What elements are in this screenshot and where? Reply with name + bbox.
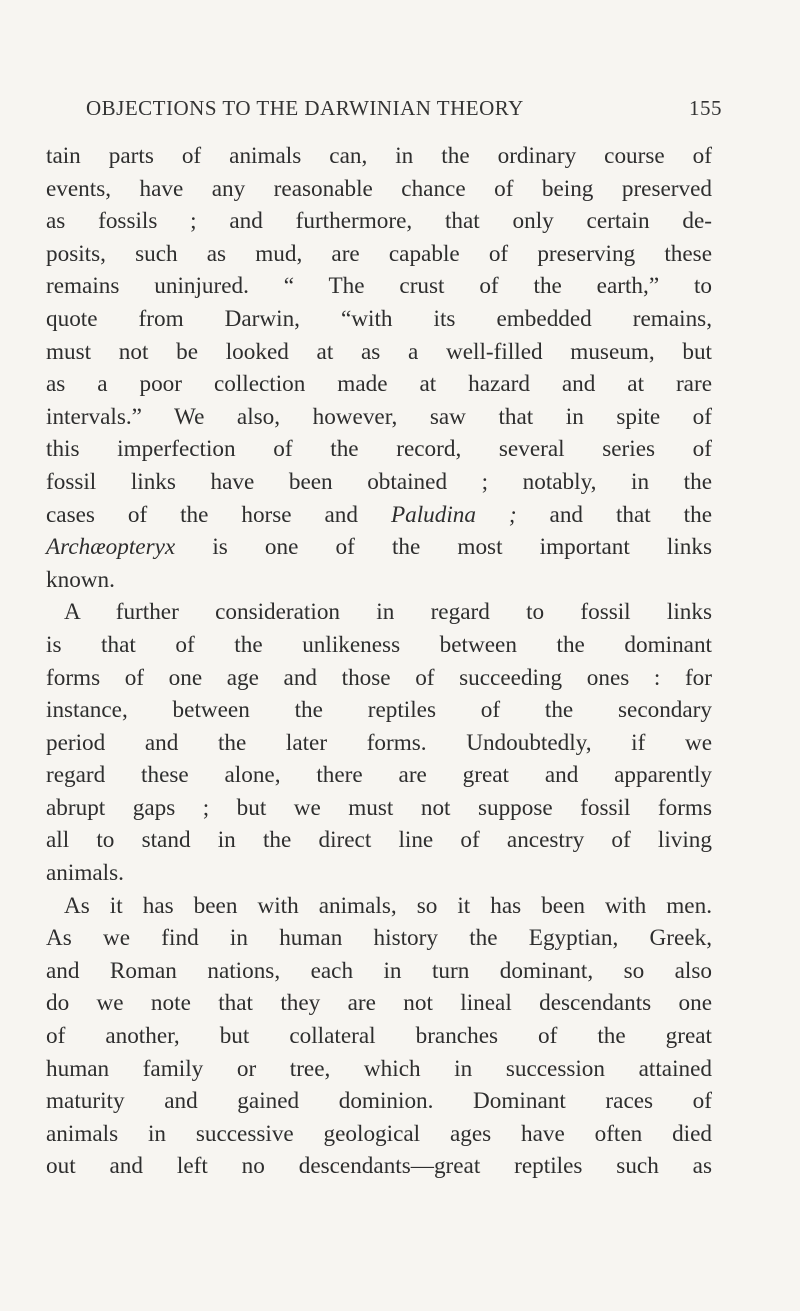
text-line: of another, but collateral branches of the great <box>46 1023 712 1050</box>
text-line <box>46 531 712 564</box>
text-line: regard these alone, there are great and apparently <box>46 762 712 789</box>
text-line: animals. <box>46 860 124 887</box>
text-line: is that of the unlikeness between the dominant <box>46 631 712 658</box>
text-line: posits, such as mud, are capable of preserving these <box>46 240 712 267</box>
page-number: 155 <box>689 96 722 120</box>
text-line: As we find in human history the Egyptian, Greek, <box>46 925 712 952</box>
paragraph-3 <box>46 890 712 1183</box>
text-line: intervals.” We also, however, saw that in spite of <box>46 403 712 430</box>
body-text <box>46 140 712 1183</box>
text-line: instance, between the reptiles of the secondary <box>46 697 712 724</box>
text-line: fossil links have been obtained ; notably, in the <box>46 468 712 495</box>
text-line: known. <box>46 566 115 593</box>
text-line: A further consideration in regard to fossil links <box>64 599 712 626</box>
text-line: As it has been with animals, so it has been with men. <box>64 892 712 919</box>
paragraph-2 <box>46 596 712 889</box>
text-line: quote from Darwin, “with its embedded remains, <box>46 305 712 332</box>
text-line: as fossils ; and furthermore, that only certain de- <box>46 208 712 235</box>
italic-term-paludina: Paludina ; <box>390 501 517 528</box>
text-line: and Roman nations, each in turn dominant, so also <box>46 957 712 984</box>
text-line: maturity and gained dominion. Dominant races of <box>46 1088 712 1115</box>
text-line: animals in successive geological ages have often died <box>46 1120 712 1147</box>
text-line: do we note that they are not lineal descendants one <box>46 990 712 1017</box>
running-head <box>86 96 722 121</box>
text-line: remains uninjured. “ The crust of the earth,” to <box>46 273 712 300</box>
text-line: as a poor collection made at hazard and at rare <box>46 371 712 398</box>
text-run: is one of the most important links <box>175 534 712 561</box>
text-line: must not be looked at as a well-filled museum, but <box>46 338 712 365</box>
running-title: OBJECTIONS TO THE DARWINIAN THEORY <box>86 96 524 120</box>
text-line: period and the later forms. Undoubtedly, if we <box>46 729 712 756</box>
text-line: all to stand in the direct line of ancestry of living <box>46 827 712 854</box>
text-run: and that the <box>516 501 712 528</box>
text-line: tain parts of animals can, in the ordinary course of <box>46 143 712 169</box>
text-line <box>46 499 712 532</box>
text-run: cases of the horse and <box>46 501 391 528</box>
text-line: this imperfection of the record, several series of <box>46 436 712 463</box>
paragraph-1 <box>46 140 712 596</box>
italic-term-archaeopteryx: Archæopteryx <box>46 534 176 561</box>
text-line: out and left no descendants—great reptiles such as <box>46 1153 712 1180</box>
text-line: abrupt gaps ; but we must not suppose fossil forms <box>46 794 712 821</box>
text-line: events, have any reasonable chance of being preserved <box>46 175 712 202</box>
text-line: forms of one age and those of succeeding ones : for <box>46 664 712 691</box>
text-line: human family or tree, which in succession attained <box>46 1055 712 1082</box>
